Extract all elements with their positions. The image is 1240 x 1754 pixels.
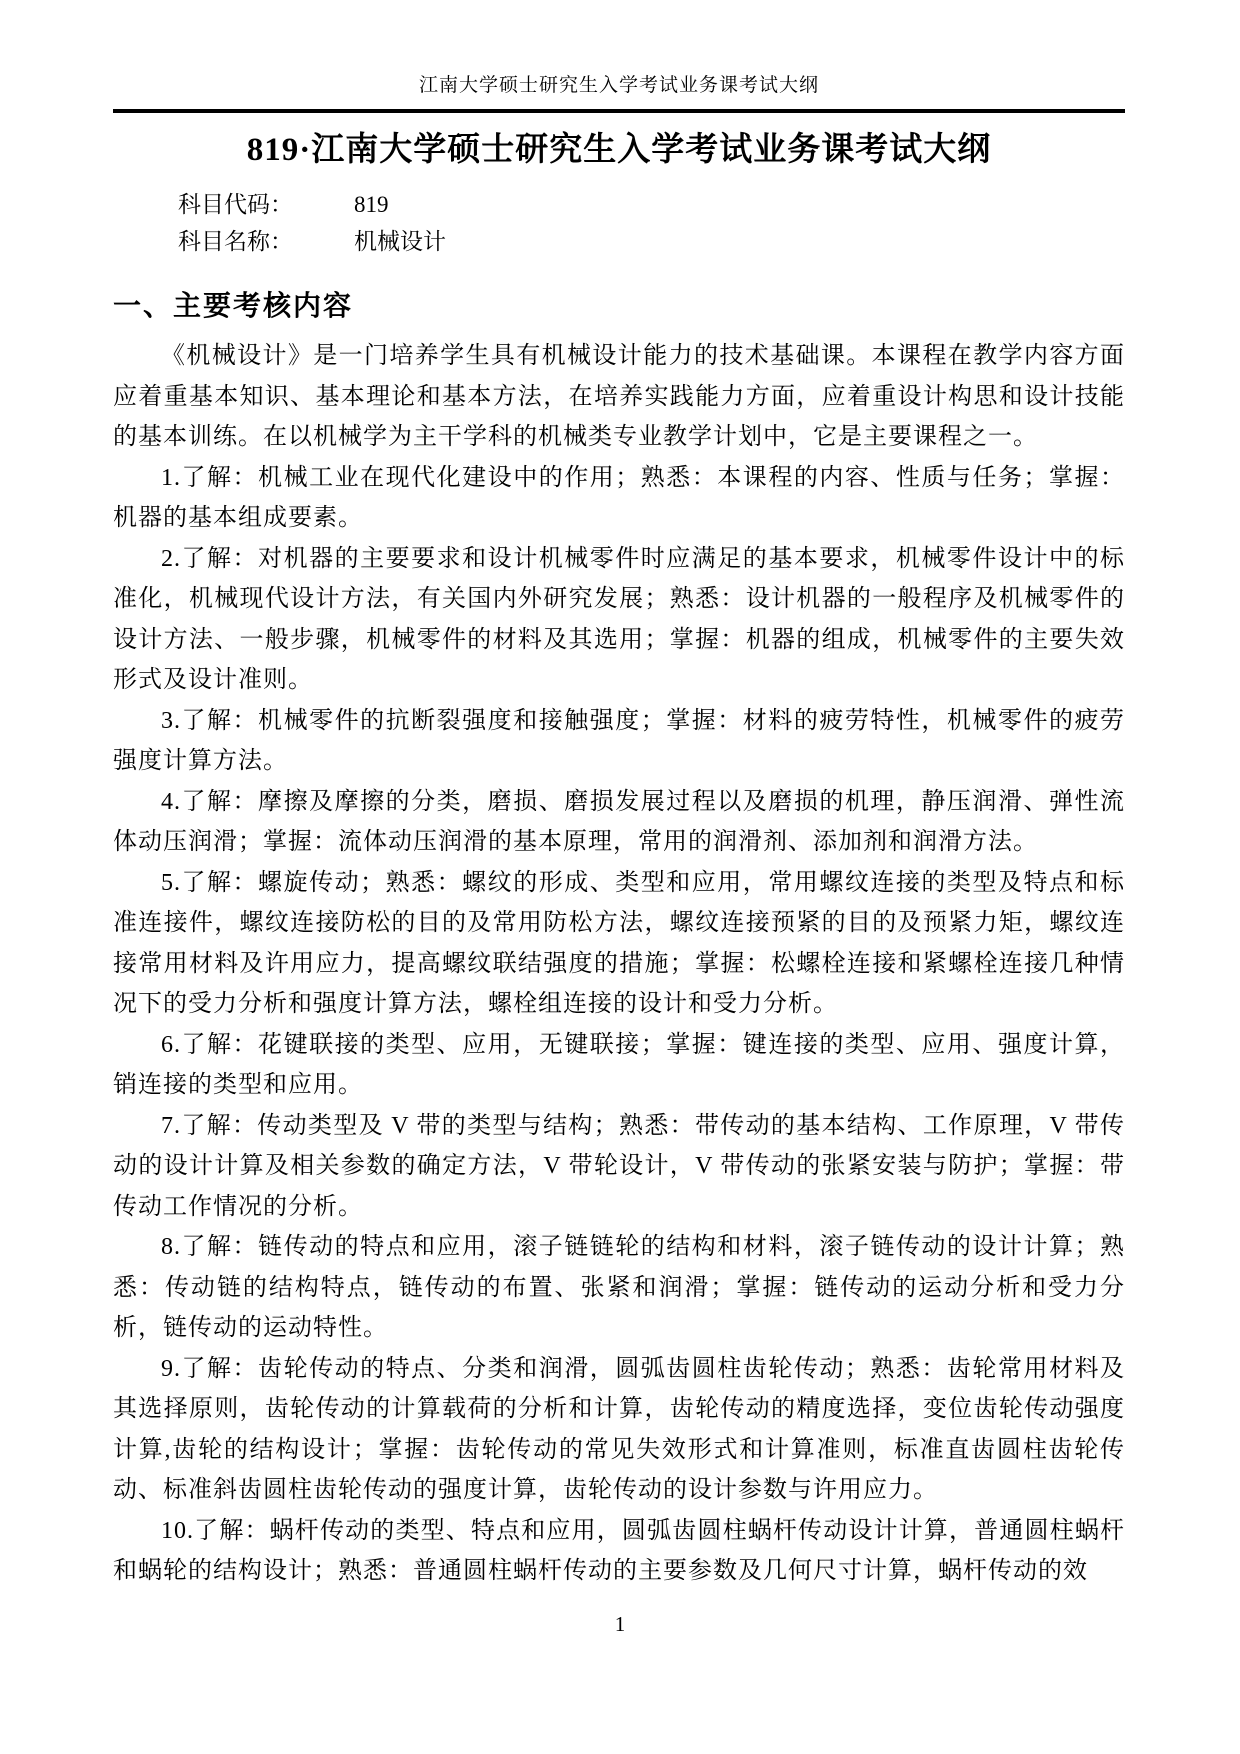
paragraph: 4.了解：摩擦及摩擦的分类，磨损、磨损发展过程以及磨损的机理，静压润滑、弹性流体动压润滑；掌握：流体动压润滑的基本原理，常用的润滑剂、添加剂和润滑方法。 [113,788,1125,855]
paragraph: 3.了解：机械零件的抗断裂强度和接触强度；掌握：材料的疲劳特性，机械零件的疲劳强度计算方法。 [113,707,1125,774]
subject-fields [113,186,1125,260]
paragraph: 10.了解：蜗杆传动的类型、特点和应用，圆弧齿圆柱蜗杆传动设计计算，普通圆柱蜗杆和蜗轮的结构设计；熟悉：普通圆柱蜗杆传动的主要参数及几何尺寸计算，蜗杆传动的效 [113,1517,1125,1584]
subject-code-row [178,186,1125,223]
subject-name-label: 科目名称： [178,229,293,254]
section-heading: 一、主要考核内容 [113,291,354,322]
header-rule [113,109,1125,113]
paragraph: 8.了解：链传动的特点和应用，滚子链链轮的结构和材料，滚子链传动的设计计算；熟悉：传动链的结构特点，链传动的布置、张紧和润滑；掌握：链传动的运动分析和受力分析，链传动的运动特性。 [113,1234,1125,1341]
subject-name-value: 机械设计 [354,229,446,254]
body-text [113,336,1125,1592]
paragraph: 7.了解：传动类型及 V 带的类型与结构；熟悉：带传动的基本结构、工作原理，V 带传动的设计计算及相关参数的确定方法，V 带轮设计，V 带传动的张紧安装与防护；掌握：带传动工作情况的分析。 [113,1112,1125,1220]
paragraph: 2.了解：对机器的主要要求和设计机械零件时应满足的基本要求，机械零件设计中的标准化，机械现代设计方法，有关国内外研究发展；熟悉：设计机器的一般程序及机械零件的设计方法、一般步骤，机械零件的材料及其选用；掌握：机器的组成，机械零件的主要失效形式及设计准则。 [113,545,1125,693]
paragraph: 9.了解：齿轮传动的特点、分类和润滑，圆弧齿圆柱齿轮传动；熟悉：齿轮常用材料及其选择原则，齿轮传动的计算载荷的分析和计算，齿轮传动的精度选择，变位齿轮传动强度计算,齿轮的结构设计；掌握：齿轮传动的常见失效形式和计算准则，标准直齿圆柱齿轮传动、标准斜齿圆柱齿轮传动的强度计算，齿轮传动的设计参数与许用应力。 [113,1355,1125,1503]
document-title: 819·江南大学硕士研究生入学考试业务课考试大纲 [246,132,992,168]
running-header: 江南大学硕士研究生入学考试业务课考试大纲 [418,75,819,96]
subject-code-label: 科目代码： [178,192,293,217]
page-number: 1 [614,1612,626,1636]
paragraph: 6.了解：花键联接的类型、应用，无键联接；掌握：键连接的类型、应用、强度计算，销连接的类型和应用。 [113,1031,1125,1098]
subject-code-value: 819 [354,192,389,217]
page-content [113,0,1125,1592]
paragraph: 《机械设计》是一门培养学生具有机械设计能力的技术基础课。本课程在教学内容方面应着重基本知识、基本理论和基本方法，在培养实践能力方面，应着重设计构思和设计技能的基本训练。在以机械学为主干学科的机械类专业教学计划中，它是主要课程之一。 [113,343,1125,450]
subject-name-row [178,223,1125,260]
paragraph: 1.了解：机械工业在现代化建设中的作用；熟悉：本课程的内容、性质与任务；掌握：机器的基本组成要素。 [113,464,1125,531]
paragraph: 5.了解：螺旋传动；熟悉：螺纹的形成、类型和应用，常用螺纹连接的类型及特点和标准连接件，螺纹连接防松的目的及常用防松方法，螺纹连接预紧的目的及预紧力矩，螺纹连接常用材料及许用应力，提高螺纹联结强度的措施；掌握：松螺栓连接和紧螺栓连接几种情况下的受力分析和强度计算方法，螺栓组连接的设计和受力分析。 [113,869,1125,1017]
